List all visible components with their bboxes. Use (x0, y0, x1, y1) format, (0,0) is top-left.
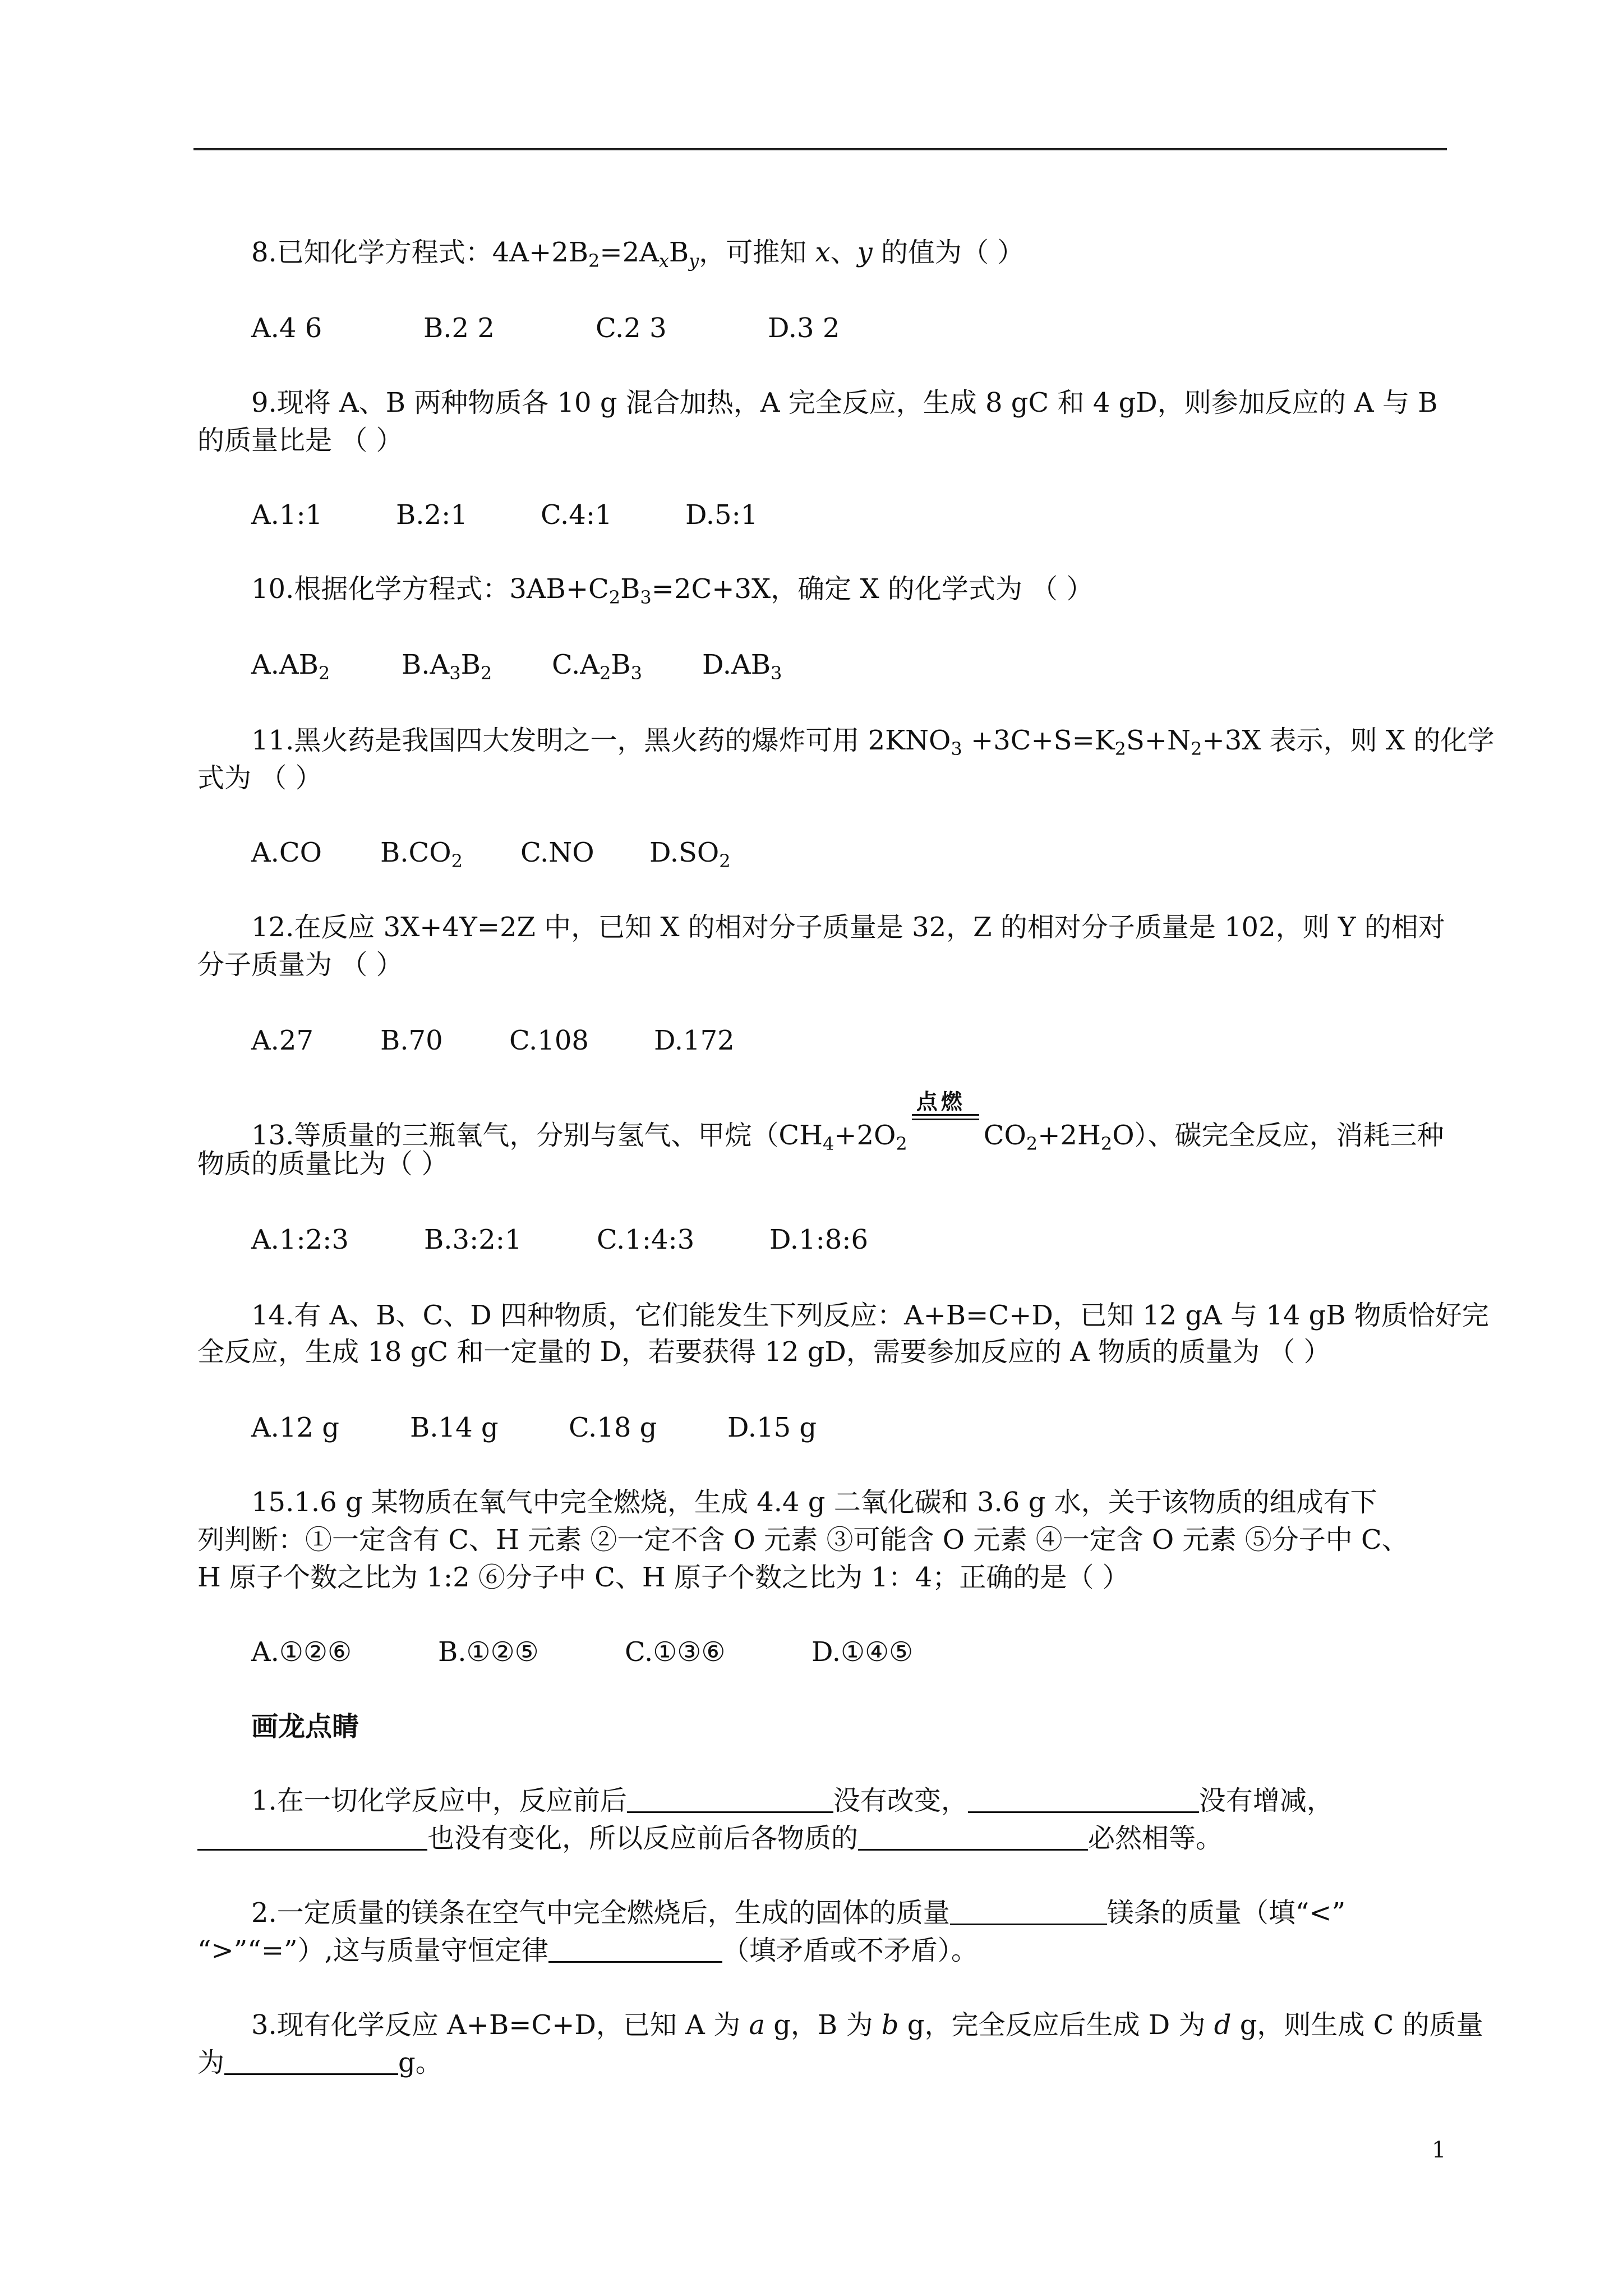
fill-question-2-line-2: “>”“=”）,这与质量守恒定律 （填矛盾或不矛盾）。 (197, 1935, 978, 1966)
question-11-options (251, 836, 1507, 872)
option-d: D.5:1 (685, 499, 758, 531)
option-d: D.①④⑤ (811, 1636, 914, 1668)
page-number: 1 (1432, 2137, 1446, 2163)
option-b: B.3:2:1 (424, 1224, 522, 1255)
option-b: $B.CO_2$ (380, 837, 463, 872)
question-15-options (251, 1635, 1507, 1669)
option-a: A.1:1 (251, 499, 323, 531)
option-c: C.1:4:3 (597, 1224, 695, 1255)
question-13-options (251, 1223, 1507, 1257)
option-d: D.15 g (727, 1412, 817, 1443)
fill-question-1-line-2: 也没有变化，所以反应前后各物质的 必然相等。 (197, 1821, 1454, 1855)
header-rule (193, 148, 1447, 150)
question-12-line-2: 分子质量为 （ ） (197, 949, 403, 981)
question-12-options (251, 1024, 1507, 1057)
answer-blank[interactable] (950, 1899, 1107, 1925)
option-a: $A.AB_2$ (251, 649, 330, 684)
question-9-line-2: 的质量比是 （ ） (197, 425, 403, 456)
option-d: D.1:8:6 (769, 1224, 868, 1255)
option-b: B.2:1 (396, 499, 468, 531)
question-10: 10.根据化学方程式：$3AB+C_2B_3=2C+3X$，确定 X 的化学式为 （ ） (251, 573, 1094, 608)
option-b: B.70 (380, 1025, 443, 1056)
answer-blank[interactable] (548, 1936, 722, 1963)
option-c: C.108 (509, 1025, 589, 1056)
fill-question-3-line-2: 为 g。 (197, 2047, 442, 2078)
question-11-line-2: 式为 （ ） (197, 762, 322, 794)
question-14-line-1: 14.有 A、B、C、D 四种物质，它们能发生下列反应：A+B=C+D，已知 12 gA 与 14 gB 物质恰好完 (251, 1300, 1489, 1331)
question-15-line-2: 列判断：①一定含有 C、H 元素 ②一定不含 O 元素 ③可能含 O 元素 ④一定含 O 元素 ⑤分子中 C、 (197, 1524, 1409, 1556)
option-d: D.172 (654, 1025, 735, 1056)
question-9-options (251, 498, 1507, 532)
fill-question-1-line-1: 1.在一切化学反应中，反应前后 没有改变， 没有增减， (251, 1785, 1334, 1816)
question-11-line-1: 11.黑火药是我国四大发明之一，黑火药的爆炸可用 $2KNO_3 +3C+S=K_2S+N_2+3X$ 表示，则 X 的化学 (251, 725, 1495, 760)
option-b: B.①②⑤ (438, 1636, 539, 1668)
option-a: A.1:2:3 (251, 1224, 349, 1255)
question-15-line-3: H 原子个数之比为 1:2 ⑥分子中 C、H 原子个数之比为 1：4；正确的是（ ） (197, 1562, 1129, 1593)
fill-question-2-line-1: 2.一定质量的镁条在空气中完全燃烧后，生成的固体的质量 镁条的质量（填“<” (251, 1897, 1346, 1929)
option-c: C.①③⑥ (625, 1636, 726, 1668)
option-a: A.CO (251, 837, 322, 868)
reaction-condition-ignite: 点燃 (912, 1111, 979, 1144)
option-c: C.18 g (569, 1412, 657, 1443)
question-12-line-1: 12.在反应 3X+4Y=2Z 中，已知 X 的相对分子质量是 32，Z 的相对分子质量是 102，则 Y 的相对 (251, 912, 1445, 943)
answer-blank[interactable] (197, 1824, 427, 1851)
answer-blank[interactable] (627, 1787, 833, 1813)
question-10-options (251, 648, 1507, 682)
option-a: A.4 6 (251, 312, 322, 344)
answer-blank[interactable] (224, 2049, 398, 2075)
option-c: C.NO (520, 837, 594, 868)
option-b: $B.A_3B_2$ (402, 649, 492, 684)
option-a: A.12 g (251, 1412, 339, 1443)
question-14-options (251, 1411, 1507, 1444)
section-heading: 画龙点睛 (251, 1711, 359, 1742)
option-b: B.14 g (410, 1412, 499, 1443)
option-b: B.2 2 (423, 312, 495, 344)
answer-blank[interactable] (858, 1824, 1088, 1851)
option-a: A.①②⑥ (251, 1636, 352, 1668)
question-8-options (251, 311, 1507, 345)
option-d: D.3 2 (768, 312, 840, 344)
option-d: $D.SO_2$ (649, 837, 731, 872)
option-d: $D.AB_3$ (702, 649, 782, 684)
question-9-line-1: 9.现将 A、B 两种物质各 10 g 混合加热，A 完全反应，生成 8 gC 和 4 gD，则参加反应的 A 与 B (251, 387, 1438, 418)
question-13-line-2: 物质的质量比为（ ） (197, 1148, 449, 1180)
question-13-line-1: 13.等质量的三瓶氧气，分别与氢气、甲烷（$CH_4+2O_2$ 点燃 $CO_2+2H_2O$）、碳完全反应，消耗三种 (251, 1089, 1444, 1154)
option-c: C.4:1 (541, 499, 612, 531)
fill-question-3-line-1: 3.现有化学反应 A+B=C+D，已知 A 为 a g，B 为 b g，完全反应后生成 D 为 d g，则生成 C 的质量 (251, 2009, 1483, 2041)
question-14-line-2: 全反应，生成 18 gC 和一定量的 D，若要获得 12 gD，需要参加反应的 A 物质的质量为 （ ） (197, 1336, 1331, 1368)
question-8: 8.已知化学方程式：$4A+2B_2=2A_xB_y$，可推知 x、y 的值为（ ） (251, 237, 1025, 272)
option-c: C.2 3 (596, 312, 667, 344)
answer-blank[interactable] (968, 1787, 1199, 1813)
option-a: A.27 (251, 1025, 313, 1056)
question-15-line-1: 15.1.6 g 某物质在氧气中完全燃烧，生成 4.4 g 二氧化碳和 3.6 g 水，关于该物质的组成有下 (251, 1487, 1377, 1518)
option-c: $C.A_2B_3$ (552, 649, 642, 684)
